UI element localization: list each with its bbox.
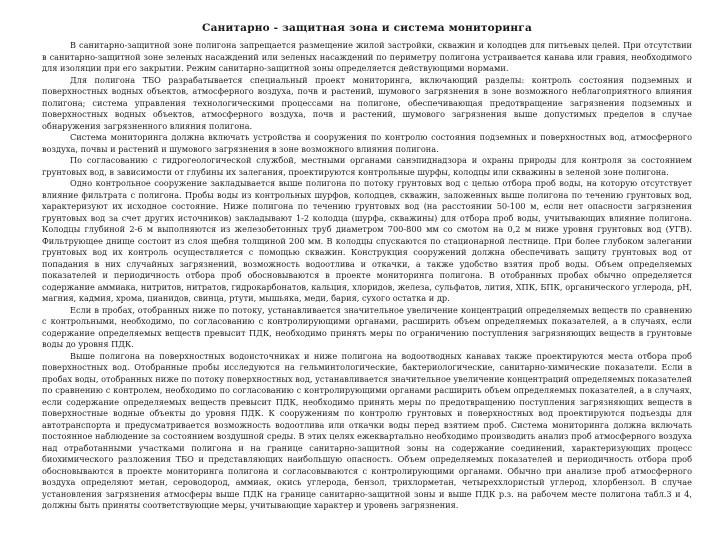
paragraph: В санитарно-защитной зоне полигона запрещается размещение жилой застройки, скважин и колодцев для питьевых целей. При отсутствии в санитарно-защитной зоне зеленых насаждений или зеленых насаждений по периметру полигона устраивается канава или гравия, необходимого для изоляции при его закрытии. Режим санитарно-защитной зоны определяется действующими нормами. [42, 40, 692, 73]
document-body [42, 40, 692, 512]
paragraph: Одно контрольное сооружение закладывается выше полигона по потоку грунтовых вод с целью отбора проб воды, на которую отсутствует влияние фильтрата с полигона. Пробы воды из контрольных шурфов, колодцев, скважин, заложенных выше полигона по течению грунтовых вод, характеризуют их исходное состояние. Ниже полигона по течению грунтовых вод (на расстоянии 50-100 м, если нет опасности загрязнения грунтовых вод за счет других источников) закладывают 1-2 колодца (шурфа, скважины) для отбора проб воды, учитывающих влияние полигона. Колодцы глубиной 2-6 м выполняются из железобетонных труб диаметром 700-800 мм со смотом на 0,2 м ниже уровня грунтовых вод (УГВ). Фильтрующее днище состоит из слоя щебня толщиной 200 мм. В колодцы спускаются по стационарной лестнице. При более глубоком залегании грунтовых вод их контроль осуществляется с помощью скважин. Конструкция сооружений должна обеспечивать защиту грунтовых вод от попадания в них случайных загрязнений, возможность водоотлива и откачки, а также удобство взятия проб воды. Объем определяемых показателей и периодичность отбора проб обосновываются в проекте мониторинга полигона. В отобранных пробах обычно определяется содержание аммиака, нитритов, нитратов, гидрокарбонатов, кальция, хлоридов, железа, сульфатов, лития, ХПК, БПК, органического углерода, pH, магния, кадмия, хрома, цианидов, свинца, ртути, мышьяка, меди, бария, сухого остатка и др. [42, 178, 692, 303]
paragraph: Система мониторинга должна включать устройства и сооружения по контролю состояния подземных и поверхностных вод, атмосферного воздуха, почвы и растений и шумового загрязнения в зоне возможного влияния полигона. [42, 132, 692, 154]
paragraph: Выше полигона на поверхностных водоисточниках и ниже полигона на водоотводных канавах также проектируются места отбора проб поверхностных вод. Отобранные пробы исследуются на гельминтологические, бактериологические, санитарно-химические показатели. Если в пробах воды, отобранных ниже по потоку поверхностных вод, устанавливается значительное увеличение концентраций определяемых показателей по сравнению с контролем, необходимо по согласованию с контролирующими органами расширить объем определяемых показателей, а в случаях, если содержание определяемых веществ превысит ПДК, необходимо принять меры по предотвращению поступления загрязняющих веществ в поверхностные водные объекты до уровня ПДК. К сооружениям по контролю грунтовых и поверхностных вод проектируются подъезды для автотранспорта и предусматривается возможность водоотлива или откачки воды перед взятием проб. Система мониторинга должна включать постоянное наблюдение за состоянием воздушной среды. В этих целях ежеквартально необходимо производить анализ проб атмосферного воздуха над отработанными участками полигона и на границе санитарно-защитной зоны на содержание соединений, характеризующих процесс биохимического разложения ТБО и представляющих наибольшую опасность. Объем определяемых показателей и периодичность отбора проб обосновываются в проекте мониторинга полигона и согласовываются с контролирующими органами. Обычно при анализе проб атмосферного воздуха определяют метан, сероводород, аммиак, окись углерода, бензол, трихлорметан, четыреххлористый углерод, хлорбензол. В случае установления загрязнения атмосферы выше ПДК на границе санитарно-защитной зоны и выше ПДК р.з. на рабочем месте полигона табл.3 и 4, должны быть приняты соответствующие меры, учитывающие характер и уровень загрязнения. [42, 350, 692, 510]
paragraph: Если в пробах, отобранных ниже по потоку, устанавливается значительное увеличение концентраций определяемых веществ по сравнению с контрольными, необходимо, по согласованию с контролирующими органами, расширить объем определяемых показателей, а в случаях, если содержание определяемых веществ превысит ПДК, необходимо принять меры по ограничению поступления загрязняющих веществ в грунтовые воды до уровня ПДК. [42, 304, 692, 349]
paragraph: Для полигона ТБО разрабатывается специальный проект мониторинга, включающий разделы: контроль состояния подземных и поверхностных водных объектов, атмосферного воздуха, почв и растений, шумового загрязнения в зоне возможного неблагоприятного влияния полигона; система управления технологическими процессами на полигоне, обеспечивающая предотвращение загрязнения подземных и поверхностных водных объектов, атмосферного воздуха, почв и растений, шумового загрязнения выше допустимых пределов в случае обнаружения загрязненного влияния полигона. [42, 74, 692, 131]
paragraph: По согласованию с гидрогеологической службой, местными органами санэпиднадзора и охраны природы для контроля за состоянием грунтовых вод, в зависимости от глубины их залегания, проектируются контрольные шурфы, колодцы или скважины в зеленой зоне полигона. [42, 155, 692, 177]
document-title: Санитарно - защитная зона и система мониторинга [202, 22, 532, 34]
